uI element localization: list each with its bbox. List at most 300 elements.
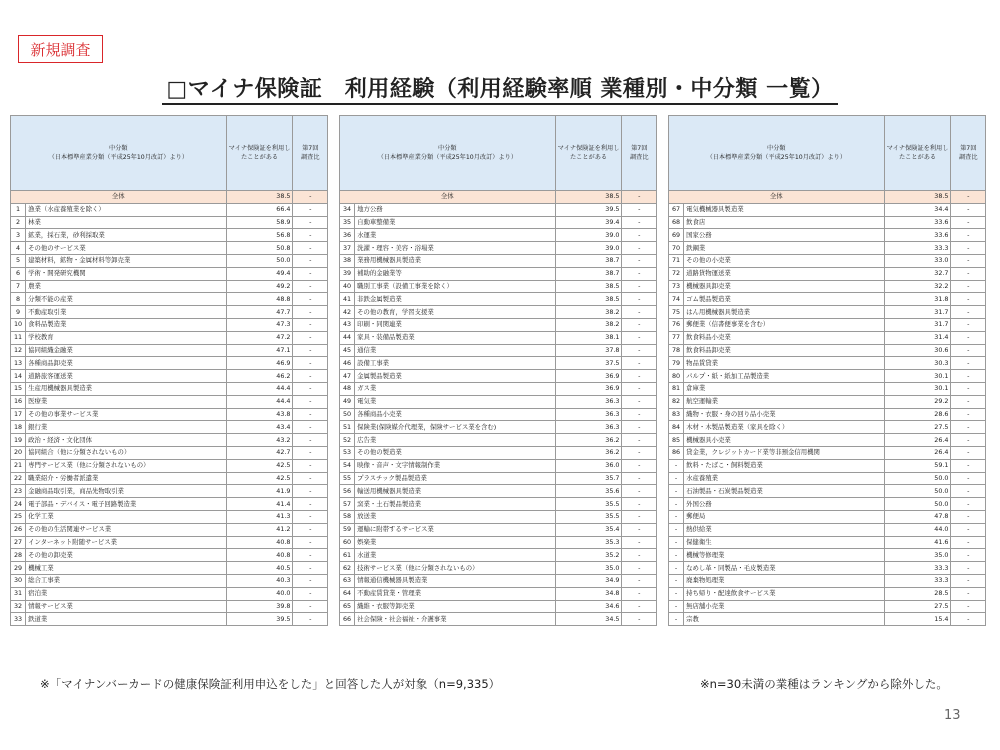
rank-number: -	[669, 523, 684, 536]
usage-rate: 41.2	[226, 523, 293, 536]
rank-number: 5	[11, 254, 26, 267]
usage-rate: 38.7	[555, 267, 622, 280]
change-value: -	[293, 306, 328, 319]
header-usage-rate: マイナ保険証を利用したことがある	[226, 116, 293, 191]
table-row	[11, 562, 328, 575]
usage-rate: 46.9	[226, 357, 293, 370]
change-value: -	[951, 587, 986, 600]
change-value: -	[622, 306, 657, 319]
change-value: -	[293, 357, 328, 370]
rank-number: 84	[669, 421, 684, 434]
change-value: -	[622, 280, 657, 293]
table-row	[340, 472, 657, 485]
table-row	[669, 485, 986, 498]
table-row	[11, 344, 328, 357]
rank-number: 69	[669, 229, 684, 242]
usage-rate: 37.8	[555, 344, 622, 357]
table-row	[669, 280, 986, 293]
table-row	[11, 293, 328, 306]
industry-name: 国家公務	[684, 229, 885, 242]
change-value: -	[293, 600, 328, 613]
table-row	[669, 613, 986, 626]
rank-number: 60	[340, 536, 355, 549]
rank-number: 23	[11, 485, 26, 498]
industry-name: 熱供給業	[684, 523, 885, 536]
rank-number: 58	[340, 510, 355, 523]
table-row	[340, 562, 657, 575]
usage-rate: 37.5	[555, 357, 622, 370]
usage-rate: 27.5	[884, 600, 951, 613]
industry-name: 持ち帰り・配達飲食サービス業	[684, 587, 885, 600]
change-value: -	[951, 395, 986, 408]
change-value: -	[951, 344, 986, 357]
industry-name: 洗濯・理容・美容・浴場業	[355, 242, 556, 255]
rank-number: 2	[11, 216, 26, 229]
rank-number: -	[669, 562, 684, 575]
industry-name: 郵便業（信書便事業を含む）	[684, 318, 885, 331]
usage-rate: 31.4	[884, 331, 951, 344]
industry-name: 鉄鋼業	[684, 242, 885, 255]
change-value: -	[293, 613, 328, 626]
rank-number: 86	[669, 446, 684, 459]
industry-name: その他の卸売業	[26, 549, 227, 562]
rank-number: 63	[340, 574, 355, 587]
table-row	[11, 203, 328, 216]
rank-number: 52	[340, 434, 355, 447]
usage-rate: 33.6	[884, 229, 951, 242]
change-value: -	[951, 408, 986, 421]
change-value: -	[622, 254, 657, 267]
header-category: 中分類 （日本標準産業分類（平成25年10月改訂）より）	[669, 116, 885, 191]
industry-name: 技術サービス業（他に分類されないもの）	[355, 562, 556, 575]
table-row	[669, 293, 986, 306]
table-row	[340, 370, 657, 383]
rank-number: 13	[11, 357, 26, 370]
table-row	[669, 267, 986, 280]
table-row	[11, 216, 328, 229]
rank-number: -	[669, 510, 684, 523]
change-value: -	[293, 382, 328, 395]
industry-name: 業務用機械器具製造業	[355, 254, 556, 267]
table-row	[669, 229, 986, 242]
table-row	[669, 216, 986, 229]
industry-name: 水道業	[355, 549, 556, 562]
industry-name: 家具・装備品製造業	[355, 331, 556, 344]
industry-name: ゴム製品製造業	[684, 293, 885, 306]
total-change: -	[622, 191, 657, 204]
rank-number: 3	[11, 229, 26, 242]
rank-number: 21	[11, 459, 26, 472]
rank-number: 39	[340, 267, 355, 280]
total-value: 38.5	[226, 191, 293, 204]
industry-name: 宗教	[684, 613, 885, 626]
table-row	[669, 306, 986, 319]
rank-number: 48	[340, 382, 355, 395]
table-row	[669, 523, 986, 536]
rank-number: 4	[11, 242, 26, 255]
change-value: -	[622, 446, 657, 459]
table-row	[11, 242, 328, 255]
table-row	[340, 267, 657, 280]
rank-number: 38	[340, 254, 355, 267]
usage-rate: 33.3	[884, 574, 951, 587]
table-row	[11, 318, 328, 331]
industry-name: 窯業・土石製品製造業	[355, 498, 556, 511]
total-label: 全体	[11, 191, 227, 204]
table-row	[340, 434, 657, 447]
change-value: -	[622, 344, 657, 357]
rank-number: 78	[669, 344, 684, 357]
rank-number: 66	[340, 613, 355, 626]
rank-number: 77	[669, 331, 684, 344]
usage-rate: 43.8	[226, 408, 293, 421]
table-row	[340, 408, 657, 421]
rank-number: -	[669, 600, 684, 613]
table-row	[340, 203, 657, 216]
table-row	[340, 421, 657, 434]
usage-rate: 26.4	[884, 434, 951, 447]
usage-rate: 38.2	[555, 318, 622, 331]
usage-rate: 38.1	[555, 331, 622, 344]
change-value: -	[622, 318, 657, 331]
usage-rate: 30.3	[884, 357, 951, 370]
usage-rate: 49.2	[226, 280, 293, 293]
usage-rate: 35.5	[555, 498, 622, 511]
change-value: -	[622, 242, 657, 255]
change-value: -	[622, 203, 657, 216]
usage-rate: 41.9	[226, 485, 293, 498]
rank-number: 54	[340, 459, 355, 472]
industry-name: 放送業	[355, 510, 556, 523]
industry-name: 職業紹介・労働者派遣業	[26, 472, 227, 485]
table-row	[340, 229, 657, 242]
rank-number: 44	[340, 331, 355, 344]
table-row	[669, 510, 986, 523]
change-value: -	[951, 242, 986, 255]
industry-name: 織維・衣服等卸売業	[355, 600, 556, 613]
industry-name: 廃棄物処理業	[684, 574, 885, 587]
industry-name: 水運業	[355, 229, 556, 242]
change-value: -	[293, 574, 328, 587]
rank-number: 79	[669, 357, 684, 370]
total-row	[340, 191, 657, 204]
usage-rate: 42.7	[226, 446, 293, 459]
table-row	[340, 600, 657, 613]
footnote-exclusion: ※n=30未満の業種はランキングから除外した。	[700, 677, 948, 691]
industry-name: その他の事業サービス業	[26, 408, 227, 421]
rank-number: 80	[669, 370, 684, 383]
page-title	[0, 72, 1000, 103]
table-row	[11, 600, 328, 613]
rank-number: 81	[669, 382, 684, 395]
industry-name: ガス業	[355, 382, 556, 395]
industry-name: 広告業	[355, 434, 556, 447]
rank-number: 6	[11, 267, 26, 280]
total-change: -	[951, 191, 986, 204]
change-value: -	[622, 549, 657, 562]
industry-name: 林業	[26, 216, 227, 229]
usage-rate: 40.8	[226, 549, 293, 562]
rank-number: 22	[11, 472, 26, 485]
change-value: -	[622, 587, 657, 600]
rank-number: -	[669, 472, 684, 485]
usage-rate: 36.2	[555, 434, 622, 447]
usage-rate: 36.0	[555, 459, 622, 472]
usage-rate: 34.9	[555, 574, 622, 587]
total-change: -	[293, 191, 328, 204]
change-value: -	[622, 613, 657, 626]
usage-rate: 39.5	[226, 613, 293, 626]
rank-number: 70	[669, 242, 684, 255]
industry-name: 印刷・同関連業	[355, 318, 556, 331]
rank-number: 61	[340, 549, 355, 562]
table-row	[669, 357, 986, 370]
rank-number: 45	[340, 344, 355, 357]
industry-name: 電子部品・デバイス・電子回路製造業	[26, 498, 227, 511]
table-row	[11, 446, 328, 459]
table-row	[669, 254, 986, 267]
table-row	[340, 331, 657, 344]
rank-number: 47	[340, 370, 355, 383]
table-row	[340, 306, 657, 319]
industry-name: その他の小売業	[684, 254, 885, 267]
table-row	[11, 267, 328, 280]
change-value: -	[622, 485, 657, 498]
table-row	[11, 510, 328, 523]
usage-rate: 47.1	[226, 344, 293, 357]
usage-rate: 42.5	[226, 459, 293, 472]
rank-number: 19	[11, 434, 26, 447]
ranking-table-3	[668, 115, 986, 626]
change-value: -	[622, 562, 657, 575]
change-value: -	[951, 421, 986, 434]
industry-name: 道路貨物運送業	[684, 267, 885, 280]
industry-name: 情報通信機械器具製造業	[355, 574, 556, 587]
rank-number: 37	[340, 242, 355, 255]
table-row	[669, 446, 986, 459]
table-row	[11, 498, 328, 511]
table-row	[669, 370, 986, 383]
industry-name: 総合工事業	[26, 574, 227, 587]
rank-number: 64	[340, 587, 355, 600]
change-value: -	[293, 434, 328, 447]
table-row	[340, 293, 657, 306]
industry-name: 石油製品・石炭製品製造業	[684, 485, 885, 498]
usage-rate: 50.0	[884, 472, 951, 485]
industry-name: 銀行業	[26, 421, 227, 434]
change-value: -	[293, 498, 328, 511]
header-row	[669, 116, 986, 191]
industry-name: 織物・衣服・身の回り品小売業	[684, 408, 885, 421]
rank-number: 82	[669, 395, 684, 408]
change-value: -	[622, 600, 657, 613]
table-row	[669, 382, 986, 395]
rank-number: 20	[11, 446, 26, 459]
change-value: -	[293, 318, 328, 331]
industry-name: 情報サービス業	[26, 600, 227, 613]
industry-name: 学校教育	[26, 331, 227, 344]
industry-name: 食料品製造業	[26, 318, 227, 331]
change-value: -	[622, 331, 657, 344]
table-row	[11, 370, 328, 383]
usage-rate: 59.1	[884, 459, 951, 472]
change-value: -	[293, 267, 328, 280]
change-value: -	[293, 229, 328, 242]
rank-number: 72	[669, 267, 684, 280]
industry-name: 貸金業，クレジットカード業等非預金信用機関	[684, 446, 885, 459]
rank-number: 26	[11, 523, 26, 536]
usage-rate: 35.4	[555, 523, 622, 536]
change-value: -	[293, 459, 328, 472]
usage-rate: 40.8	[226, 536, 293, 549]
change-value: -	[622, 229, 657, 242]
change-value: -	[293, 216, 328, 229]
rank-number: 42	[340, 306, 355, 319]
header-usage-rate: マイナ保険証を利用したことがある	[884, 116, 951, 191]
header-comparison: 第7回 調査比	[951, 116, 986, 191]
table-row	[669, 318, 986, 331]
change-value: -	[951, 293, 986, 306]
usage-rate: 29.2	[884, 395, 951, 408]
usage-rate: 50.0	[884, 498, 951, 511]
usage-rate: 35.6	[555, 485, 622, 498]
usage-rate: 33.6	[884, 216, 951, 229]
rank-number: 57	[340, 498, 355, 511]
industry-name: その他のサービス業	[26, 242, 227, 255]
industry-name: 生産用機械器具製造業	[26, 382, 227, 395]
table-row	[340, 459, 657, 472]
industry-name: 木材・木製品製造業（家具を除く）	[684, 421, 885, 434]
usage-rate: 47.3	[226, 318, 293, 331]
change-value: -	[951, 613, 986, 626]
usage-rate: 39.4	[555, 216, 622, 229]
usage-rate: 35.5	[555, 510, 622, 523]
rank-number: -	[669, 536, 684, 549]
usage-rate: 41.3	[226, 510, 293, 523]
change-value: -	[951, 280, 986, 293]
change-value: -	[951, 434, 986, 447]
usage-rate: 36.3	[555, 421, 622, 434]
header-comparison: 第7回 調査比	[293, 116, 328, 191]
ranking-table-2	[339, 115, 657, 626]
usage-rate: 34.8	[555, 587, 622, 600]
rank-number: 49	[340, 395, 355, 408]
rank-number: 41	[340, 293, 355, 306]
industry-name: 社会保険・社会福祉・介護事業	[355, 613, 556, 626]
table-row	[11, 523, 328, 536]
rank-number: 18	[11, 421, 26, 434]
rank-number: 31	[11, 587, 26, 600]
rank-number: 15	[11, 382, 26, 395]
rank-number: 53	[340, 446, 355, 459]
rank-number: 68	[669, 216, 684, 229]
usage-rate: 38.2	[555, 306, 622, 319]
industry-name: 輸送用機械器具製造業	[355, 485, 556, 498]
rank-number: 25	[11, 510, 26, 523]
rank-number: 27	[11, 536, 26, 549]
change-value: -	[293, 242, 328, 255]
change-value: -	[293, 549, 328, 562]
table-row	[669, 434, 986, 447]
usage-rate: 33.3	[884, 242, 951, 255]
total-row	[669, 191, 986, 204]
change-value: -	[951, 357, 986, 370]
industry-name: 保健衛生	[684, 536, 885, 549]
usage-rate: 47.7	[226, 306, 293, 319]
industry-name: 協同組織金融業	[26, 344, 227, 357]
table-row	[669, 344, 986, 357]
change-value: -	[622, 536, 657, 549]
ranking-table-1	[10, 115, 328, 626]
rank-number: 24	[11, 498, 26, 511]
usage-rate: 31.8	[884, 293, 951, 306]
change-value: -	[293, 370, 328, 383]
table-row	[340, 446, 657, 459]
rank-number: 75	[669, 306, 684, 319]
industry-name: 飲食料品小売業	[684, 331, 885, 344]
table-row	[11, 395, 328, 408]
rank-number: 83	[669, 408, 684, 421]
change-value: -	[293, 280, 328, 293]
usage-rate: 50.8	[226, 242, 293, 255]
usage-rate: 30.1	[884, 382, 951, 395]
change-value: -	[951, 600, 986, 613]
industry-name: その他の教育，学習支援業	[355, 306, 556, 319]
usage-rate: 35.3	[555, 536, 622, 549]
change-value: -	[622, 421, 657, 434]
industry-name: その他の製造業	[355, 446, 556, 459]
rank-number: 40	[340, 280, 355, 293]
usage-rate: 39.0	[555, 229, 622, 242]
industry-name: 金属製品製造業	[355, 370, 556, 383]
change-value: -	[293, 408, 328, 421]
industry-name: プラスチック製品製造業	[355, 472, 556, 485]
table-row	[669, 459, 986, 472]
change-value: -	[622, 216, 657, 229]
table-row	[11, 485, 328, 498]
usage-rate: 42.5	[226, 472, 293, 485]
industry-name: 自動車整備業	[355, 216, 556, 229]
usage-rate: 48.8	[226, 293, 293, 306]
change-value: -	[293, 293, 328, 306]
change-value: -	[622, 382, 657, 395]
industry-name: 機械器具卸売業	[684, 280, 885, 293]
industry-name: 金融商品取引業，商品先物取引業	[26, 485, 227, 498]
table-row	[669, 600, 986, 613]
industry-name: 建築材料，鉱物・金属材料等卸売業	[26, 254, 227, 267]
change-value: -	[622, 395, 657, 408]
table-row	[340, 536, 657, 549]
rank-number: 50	[340, 408, 355, 421]
table-row	[669, 587, 986, 600]
table-row	[340, 510, 657, 523]
table-row	[340, 242, 657, 255]
table-row	[11, 587, 328, 600]
industry-name: 物品賃貸業	[684, 357, 885, 370]
table-row	[340, 357, 657, 370]
industry-name: 保険業(保険媒介代理業，保険サービス業を含む)	[355, 421, 556, 434]
usage-rate: 28.6	[884, 408, 951, 421]
change-value: -	[951, 267, 986, 280]
table-row	[669, 203, 986, 216]
industry-name: 飲食店	[684, 216, 885, 229]
table-row	[340, 498, 657, 511]
industry-name: 各種商品卸売業	[26, 357, 227, 370]
change-value: -	[951, 523, 986, 536]
usage-rate: 27.5	[884, 421, 951, 434]
table-row	[669, 242, 986, 255]
table-row	[669, 562, 986, 575]
